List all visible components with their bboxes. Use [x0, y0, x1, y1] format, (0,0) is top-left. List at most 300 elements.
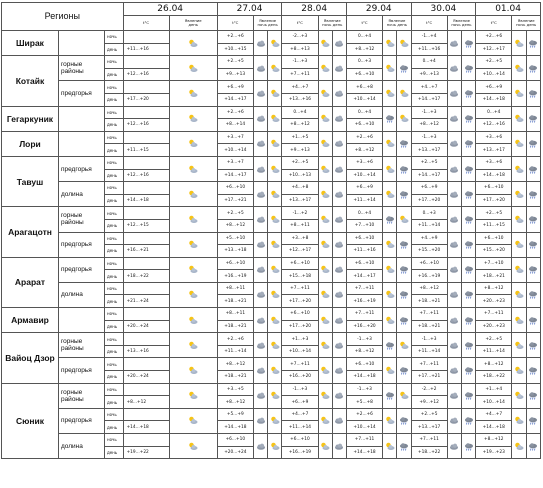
temp-cell: +8...+14 [217, 119, 253, 132]
rain-cloud-icon [399, 139, 409, 148]
temp-cell: +9...+13 [282, 144, 318, 157]
sun-cloud-icon [399, 39, 409, 48]
temp-cell: +18...+21 [217, 295, 253, 308]
temp-cell: +6...+10 [476, 232, 512, 245]
temp-cell: +10...+14 [346, 421, 382, 434]
weather-icon [447, 282, 461, 307]
weather-forecast-table [1, 2, 541, 459]
temp-cell: +8...+11 [282, 219, 318, 232]
temp-26-04 [123, 56, 169, 69]
weather-icon [318, 408, 332, 433]
rain-cloud-icon [399, 316, 409, 325]
temp-cell: +18...+21 [476, 270, 512, 283]
temp-26-04: +14...+18 [123, 421, 169, 434]
time-of-day: ночь [104, 182, 123, 195]
rain-cloud-icon [399, 64, 409, 73]
temp-26-04 [123, 81, 169, 94]
temp-cell: +17...+20 [282, 295, 318, 308]
sun-cloud-icon [514, 39, 524, 48]
cloud-icon [449, 366, 459, 375]
time-of-day: день [104, 144, 123, 157]
date-header: 29.04 [346, 3, 411, 16]
cloud-icon [256, 366, 266, 375]
weather-icon [397, 81, 411, 106]
cloud-icon [256, 442, 266, 451]
table-row [2, 333, 541, 346]
sun-cloud-icon [514, 442, 524, 451]
weather-icon [253, 257, 267, 282]
weather-icon [318, 308, 332, 333]
temp-cell: +7...+11 [346, 282, 382, 295]
temp-cell: +17...+20 [476, 194, 512, 207]
weather-icon [461, 81, 475, 106]
rain-cloud-icon [464, 89, 474, 98]
weather-icon [461, 257, 475, 282]
temp-cell: +13...+17 [411, 421, 447, 434]
temp-26-04: +20...+24 [123, 371, 169, 384]
sun-cloud-icon [320, 316, 330, 325]
temp-cell: +17...+21 [411, 371, 447, 384]
temp-26-04: +19...+22 [123, 446, 169, 459]
cloud-icon [256, 215, 266, 224]
sun-cloud-icon [514, 114, 524, 123]
sun-cloud-icon [514, 190, 524, 199]
weather-icon [447, 232, 461, 257]
weather-icon [383, 232, 397, 257]
table-row [2, 257, 541, 270]
sun-cloud-icon [385, 316, 395, 325]
weather-icon [526, 333, 540, 358]
sun-cloud-icon [320, 240, 330, 249]
sun-cloud-icon [188, 265, 198, 274]
weather-icon [397, 257, 411, 282]
precip-label: Явление [452, 17, 470, 23]
sun-cloud-icon [514, 265, 524, 274]
temp-col-header: t°C [346, 16, 382, 31]
temp-cell: +11...+16 [411, 43, 447, 56]
weather-icon [447, 308, 461, 333]
temp-cell: +3...+6 [476, 131, 512, 144]
subregion-name: долина [58, 282, 104, 307]
sun-cloud-icon [270, 290, 280, 299]
rain-cloud-icon [399, 165, 409, 174]
sun-cloud-icon [320, 366, 330, 375]
temp-cell: +8...+12 [411, 119, 447, 132]
temp-cell: +18...+21 [217, 371, 253, 384]
weather-icon [332, 81, 346, 106]
temp-26-04: +12...+16 [123, 169, 169, 182]
temp-cell: +17...+21 [217, 194, 253, 207]
temp-cell: +6...+9 [282, 396, 318, 409]
temp-26-04: +11...+16 [123, 43, 169, 56]
cloud-icon [449, 64, 459, 73]
temp-cell: +6...+10 [346, 68, 382, 81]
sun-cloud-icon [385, 139, 395, 148]
time-of-day: ночь [104, 232, 123, 245]
temp-cell: +5...+10 [217, 232, 253, 245]
cloud-icon [334, 391, 344, 400]
time-of-day: день [104, 396, 123, 409]
precip-col-header [512, 16, 541, 31]
time-of-day: день [104, 194, 123, 207]
sun-cloud-icon [385, 366, 395, 375]
weather-icon [332, 282, 346, 307]
subregion-name: предгорья [58, 232, 104, 257]
sun-cloud-icon [188, 165, 198, 174]
sun-cloud-icon [514, 215, 524, 224]
weather-icon [169, 106, 217, 131]
time-of-day: день [104, 68, 123, 81]
weather-icon [332, 383, 346, 408]
weather-icon [383, 282, 397, 307]
sun-cloud-icon [399, 341, 409, 350]
sun-cloud-icon [399, 114, 409, 123]
weather-icon [318, 106, 332, 131]
weather-icon [526, 81, 540, 106]
day-label: день [268, 22, 278, 27]
weather-icon [318, 333, 332, 358]
weather-icon [169, 333, 217, 358]
sun-cloud-icon [270, 316, 280, 325]
subregion-name: предгорья [58, 358, 104, 383]
sun-cloud-icon [514, 290, 524, 299]
sun-cloud-icon [514, 64, 524, 73]
time-of-day: ночь [104, 81, 123, 94]
weather-icon [526, 232, 540, 257]
temp-cell: +19...+23 [476, 446, 512, 459]
weather-icon [447, 257, 461, 282]
table-row [2, 308, 541, 321]
subregion-name: горные районы [58, 56, 104, 81]
sun-cloud-icon [514, 139, 524, 148]
weather-icon [169, 232, 217, 257]
sun-cloud-icon [188, 190, 198, 199]
weather-icon [169, 408, 217, 433]
sun-cloud-icon [188, 114, 198, 123]
weather-icon [397, 383, 411, 408]
temp-26-04 [123, 282, 169, 295]
weather-icon [447, 333, 461, 358]
temp-cell: -1...+3 [346, 383, 382, 396]
temp-cell: +14...+18 [346, 371, 382, 384]
cloud-icon [256, 290, 266, 299]
weather-icon [447, 156, 461, 181]
temp-cell: +1...+3 [282, 333, 318, 346]
temp-cell: +5...+8 [346, 396, 382, 409]
weather-icon [268, 257, 282, 282]
subregion-name [58, 106, 104, 131]
rain-cloud-icon [385, 114, 395, 123]
temp-26-04 [123, 207, 169, 220]
weather-icon [512, 131, 526, 156]
weather-icon [461, 106, 475, 131]
temp-26-04: +17...+20 [123, 93, 169, 106]
weather-icon [268, 207, 282, 232]
weather-icon [318, 81, 332, 106]
rain-cloud-icon [399, 416, 409, 425]
time-of-day: ночь [104, 358, 123, 371]
region-name: Арарат [2, 257, 59, 307]
region-name: Ширак [2, 31, 59, 56]
temp-26-04 [123, 434, 169, 447]
weather-icon [253, 282, 267, 307]
weather-icon [512, 207, 526, 232]
cloud-icon [256, 165, 266, 174]
sun-cloud-icon [514, 416, 524, 425]
region-name: Арагацотн [2, 207, 59, 257]
rain-cloud-icon [464, 39, 474, 48]
weather-icon [253, 308, 267, 333]
cloud-icon [334, 39, 344, 48]
weather-icon [253, 207, 267, 232]
temp-26-04: +16...+21 [123, 245, 169, 258]
day-label: день [397, 22, 407, 27]
sun-cloud-icon [270, 240, 280, 249]
temp-cell: +11...+15 [476, 219, 512, 232]
temp-26-04 [123, 333, 169, 346]
temp-cell: +11...+14 [411, 345, 447, 358]
night-label: ночь [257, 22, 267, 27]
weather-icon [383, 383, 397, 408]
temp-cell: 0...+4 [346, 106, 382, 119]
weather-icon [447, 358, 461, 383]
temp-cell: +6...+9 [217, 81, 253, 94]
weather-icon [332, 333, 346, 358]
temp-26-04: +20...+24 [123, 320, 169, 333]
sun-cloud-icon [188, 39, 198, 48]
temp-cell: +10...+14 [346, 169, 382, 182]
weather-icon [447, 81, 461, 106]
temp-cell: +2...+6 [217, 31, 253, 44]
cloud-icon [449, 316, 459, 325]
rain-cloud-icon [399, 240, 409, 249]
rain-cloud-icon [385, 391, 395, 400]
weather-icon [383, 434, 397, 459]
rain-cloud-icon [528, 290, 538, 299]
regions-header: Регионы [2, 3, 124, 31]
temp-cell: +13...+17 [411, 144, 447, 157]
night-label: ночь [322, 22, 332, 27]
rain-cloud-icon [385, 215, 395, 224]
weather-icon [169, 282, 217, 307]
day-label: день [461, 22, 472, 27]
rain-cloud-icon [464, 442, 474, 451]
temp-cell: +15...+18 [282, 270, 318, 283]
weather-icon [397, 207, 411, 232]
sun-cloud-icon [320, 114, 330, 123]
table-row [2, 434, 541, 447]
rain-cloud-icon [464, 265, 474, 274]
sun-cloud-icon [385, 64, 395, 73]
weather-icon [512, 257, 526, 282]
weather-icon [447, 182, 461, 207]
temp-cell: +14...+17 [346, 270, 382, 283]
weather-icon [461, 282, 475, 307]
time-of-day: день [104, 295, 123, 308]
weather-icon [332, 131, 346, 156]
region-name: Тавуш [2, 156, 59, 206]
sun-cloud-icon [270, 366, 280, 375]
cloud-icon [256, 190, 266, 199]
temp-cell: -1...+3 [282, 383, 318, 396]
weather-icon [526, 207, 540, 232]
temp-cell: +8...+12 [476, 282, 512, 295]
sun-cloud-icon [270, 442, 280, 451]
weather-icon [447, 106, 461, 131]
temp-col-header: t°C [282, 16, 318, 31]
rain-cloud-icon [399, 290, 409, 299]
weather-icon [318, 31, 332, 56]
cloud-icon [334, 265, 344, 274]
temp-cell: +14...+18 [476, 169, 512, 182]
weather-icon [512, 156, 526, 181]
weather-icon [397, 282, 411, 307]
rain-cloud-icon [528, 114, 538, 123]
weather-icon [253, 232, 267, 257]
weather-icon [447, 408, 461, 433]
temp-col-header: t°C [476, 16, 512, 31]
temp-cell: +16...+19 [346, 295, 382, 308]
sun-cloud-icon [320, 64, 330, 73]
temp-col-header: t°C [411, 16, 447, 31]
weather-icon [169, 257, 217, 282]
weather-icon [332, 31, 346, 56]
temp-cell: +4...+7 [282, 81, 318, 94]
cloud-icon [334, 89, 344, 98]
cloud-icon [256, 89, 266, 98]
weather-icon [447, 56, 461, 81]
subregion-name: горные районы [58, 333, 104, 358]
sun-cloud-icon [320, 290, 330, 299]
subregion-name: горные районы [58, 207, 104, 232]
weather-icon [169, 81, 217, 106]
temp-cell: 0...+4 [346, 31, 382, 44]
cloud-icon [256, 341, 266, 350]
weather-icon [253, 56, 267, 81]
weather-icon [461, 358, 475, 383]
time-of-day: ночь [104, 333, 123, 346]
temp-26-04 [123, 408, 169, 421]
rain-cloud-icon [528, 240, 538, 249]
precip-col-header [447, 16, 475, 31]
weather-icon [397, 156, 411, 181]
temp-26-04: +8...+12 [123, 396, 169, 409]
table-row [2, 81, 541, 94]
temp-cell: +14...+18 [346, 446, 382, 459]
subregion-name: предгорья [58, 257, 104, 282]
temp-cell: +8...+12 [346, 144, 382, 157]
cloud-icon [449, 391, 459, 400]
weather-icon [169, 31, 217, 56]
temp-cell: +8...+12 [217, 396, 253, 409]
sun-cloud-icon [514, 366, 524, 375]
temp-cell: +2...+5 [411, 408, 447, 421]
weather-icon [512, 81, 526, 106]
temp-cell: 0...+4 [282, 106, 318, 119]
sun-cloud-icon [188, 341, 198, 350]
temp-cell: +8...+13 [282, 43, 318, 56]
sun-cloud-icon [188, 89, 198, 98]
temp-cell: +5...+9 [217, 408, 253, 421]
weather-icon [253, 31, 267, 56]
cloud-icon [449, 265, 459, 274]
table-row [2, 106, 541, 119]
time-of-day: ночь [104, 106, 123, 119]
subregion-name [58, 308, 104, 333]
cloud-icon [256, 64, 266, 73]
cloud-icon [334, 341, 344, 350]
weather-icon [526, 31, 540, 56]
weather-icon [318, 434, 332, 459]
temp-cell: +9...+13 [217, 68, 253, 81]
temp-26-04: +13...+16 [123, 345, 169, 358]
sun-cloud-icon [270, 215, 280, 224]
weather-icon [169, 156, 217, 181]
subregion-name: долина [58, 182, 104, 207]
cloud-icon [334, 416, 344, 425]
date-header: 27.04 [217, 3, 282, 16]
temp-cell: +4...+8 [282, 182, 318, 195]
temp-cell: +6...+9 [346, 182, 382, 195]
temp-cell: +9...+12 [411, 396, 447, 409]
rain-cloud-icon [528, 341, 538, 350]
subregion-name: горные районы [58, 383, 104, 408]
sun-cloud-icon [385, 165, 395, 174]
temp-26-04 [123, 308, 169, 321]
cloud-icon [256, 265, 266, 274]
precip-col-header [253, 16, 281, 31]
precip-label: Явление [184, 17, 202, 23]
weather-icon [332, 434, 346, 459]
precip-col-header [383, 16, 411, 31]
weather-icon [169, 358, 217, 383]
weather-icon [383, 131, 397, 156]
temp-cell: +13...+17 [282, 194, 318, 207]
temp-cell: +3...+5 [217, 383, 253, 396]
time-of-day: ночь [104, 434, 123, 447]
cloud-icon [449, 290, 459, 299]
weather-icon [268, 383, 282, 408]
rain-cloud-icon [528, 391, 538, 400]
weather-icon [318, 232, 332, 257]
rain-cloud-icon [399, 366, 409, 375]
time-of-day: ночь [104, 282, 123, 295]
time-of-day: день [104, 119, 123, 132]
cloud-icon [334, 290, 344, 299]
weather-icon [332, 56, 346, 81]
weather-icon [318, 257, 332, 282]
weather-icon [512, 56, 526, 81]
sun-cloud-icon [514, 89, 524, 98]
temp-cell: +12...+17 [476, 43, 512, 56]
weather-icon [526, 131, 540, 156]
region-name: Армавир [2, 308, 59, 333]
weather-icon [268, 106, 282, 131]
temp-cell: +6...+10 [346, 257, 382, 270]
rain-cloud-icon [464, 316, 474, 325]
weather-icon [512, 282, 526, 307]
temp-cell: +10...+13 [282, 169, 318, 182]
temp-cell: +2...+6 [346, 408, 382, 421]
weather-icon [397, 358, 411, 383]
weather-icon [512, 31, 526, 56]
forecast-body [2, 31, 541, 459]
rain-cloud-icon [399, 265, 409, 274]
sun-cloud-icon [320, 39, 330, 48]
cloud-icon [256, 39, 266, 48]
weather-icon [268, 408, 282, 433]
weather-icon [397, 182, 411, 207]
